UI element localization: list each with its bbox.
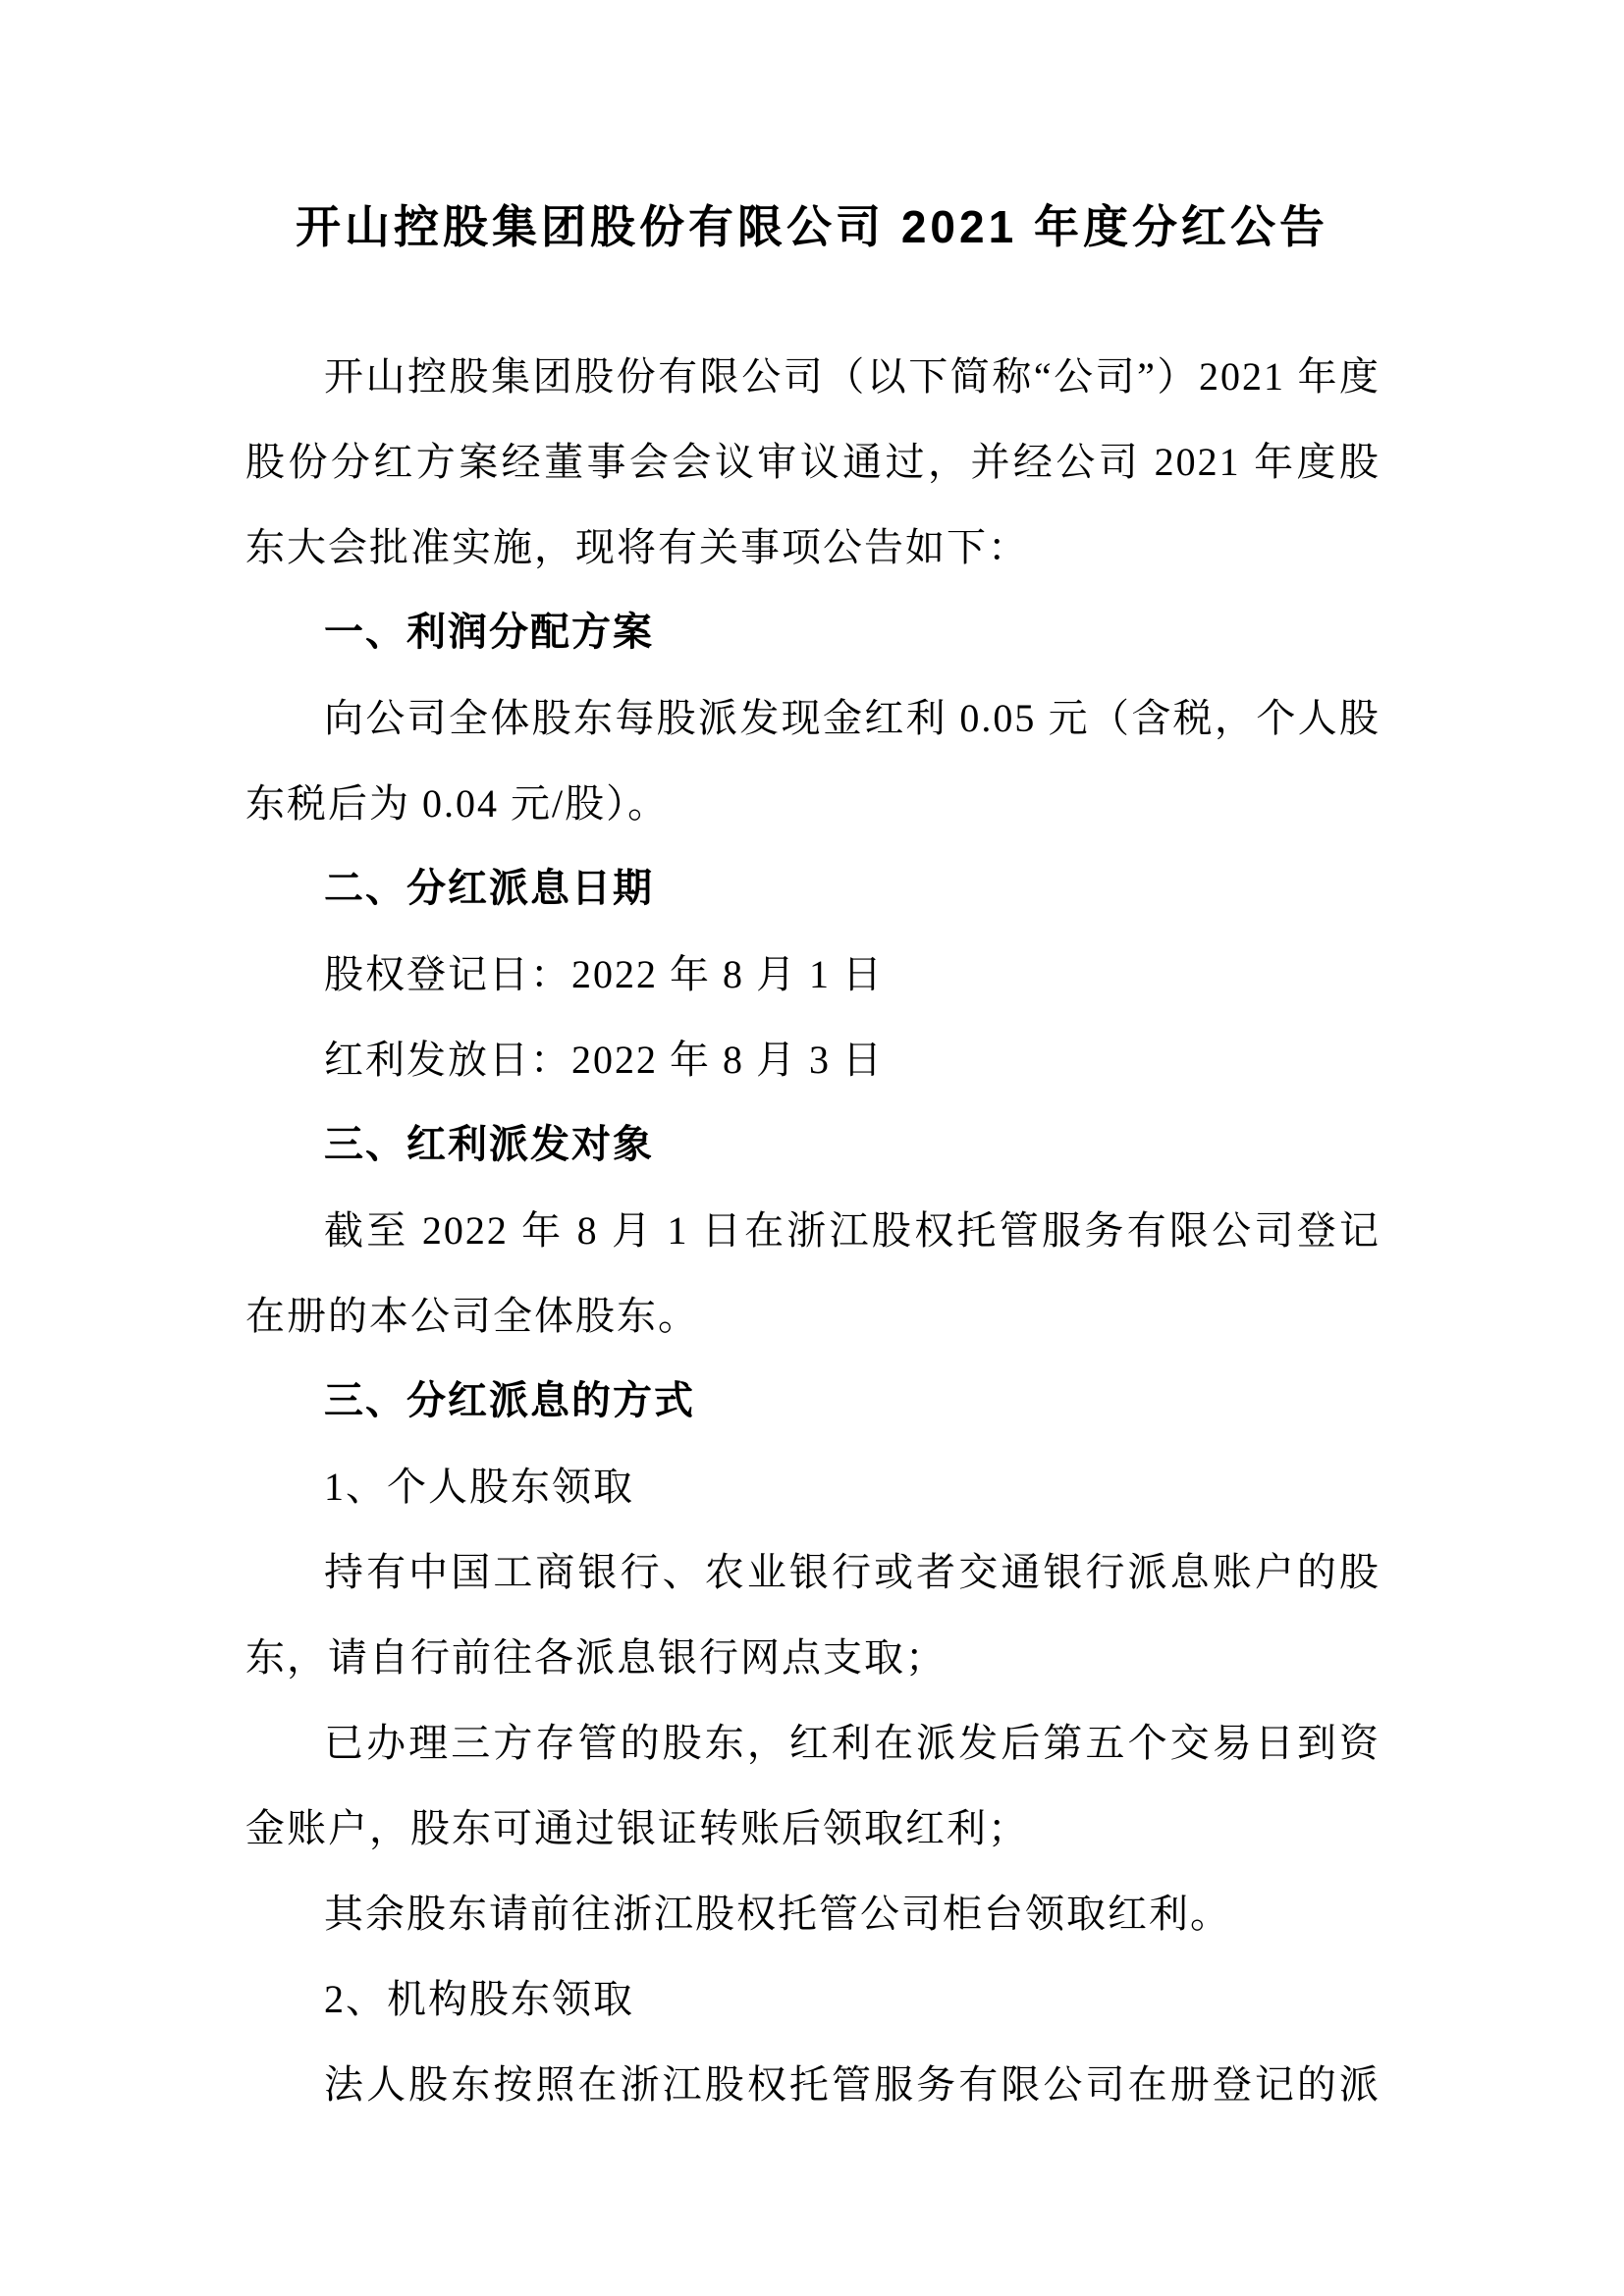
section-heading: 三、分红派息的方式 (324, 1379, 695, 1422)
paragraph: 向公司全体股东每股派发现金红利 0.05 元（含税，个人股东税后为 0.04 元/股）。 (245, 696, 1380, 826)
paragraph: 已办理三方存管的股东，红利在派发后第五个交易日到资金账户，股东可通过银证转账后领取红利； (245, 1721, 1380, 1850)
paragraph: 持有中国工商银行、农业银行或者交通银行派息账户的股东，请自行前往各派息银行网点支取； (245, 1550, 1380, 1680)
document-title: 开山控股集团股份有限公司 2021 年度分红公告 (296, 201, 1328, 252)
section-heading: 二、分红派息日期 (324, 867, 654, 910)
paragraph: 2、机构股东领取 (324, 1977, 634, 2021)
section-heading: 三、红利派发对象 (324, 1123, 654, 1166)
paragraph: 截至 2022 年 8 月 1 日在浙江股权托管服务有限公司登记在册的本公司全体股东。 (245, 1208, 1380, 1338)
section-heading: 一、利润分配方案 (324, 611, 654, 654)
document-body (245, 334, 1380, 2127)
paragraph: 红利发放日：2022 年 8 月 3 日 (324, 1038, 884, 1082)
paragraph: 1、个人股东领取 (324, 1465, 634, 1509)
paragraph: 法人股东按照在浙江股权托管服务有限公司在册登记的派 (324, 2062, 1380, 2107)
paragraph: 开山控股集团股份有限公司（以下简称“公司”）2021 年度股份分红方案经董事会会议审议通过，并经公司 2021 年度股东大会批准实施，现将有关事项公告如下： (245, 354, 1380, 569)
paragraph: 股权登记日：2022 年 8 月 1 日 (324, 952, 884, 996)
paragraph: 其余股东请前往浙江股权托管公司柜台领取红利。 (324, 1892, 1231, 1936)
